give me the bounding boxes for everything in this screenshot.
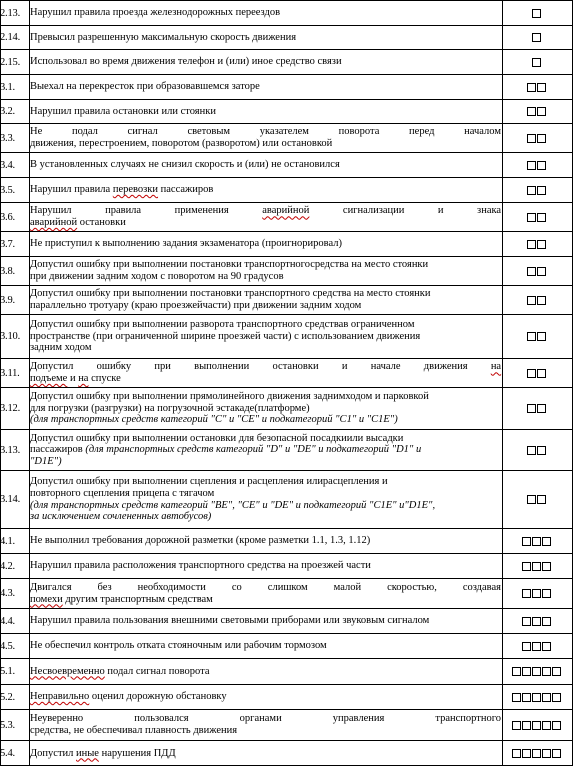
- checkbox-group: [503, 659, 569, 684]
- checkbox-group: [503, 471, 569, 528]
- penalty-checkbox[interactable]: [527, 107, 536, 116]
- penalty-checkbox[interactable]: [527, 83, 536, 92]
- item-description: [30, 609, 501, 633]
- checkbox-group: [503, 178, 569, 202]
- description-line: Неправильно оценил дорожную обстановку: [30, 691, 227, 703]
- table-row: [0, 709, 573, 740]
- description-line: движения, перестроением, поворотом (разворотом) или остановкой: [30, 138, 333, 149]
- item-number: 3.11.: [0, 367, 20, 379]
- item-number: 3.6.: [0, 211, 15, 223]
- penalty-checkbox[interactable]: [532, 617, 541, 626]
- penalty-checkbox[interactable]: [542, 537, 551, 546]
- checkbox-group: [503, 100, 569, 123]
- penalty-checkbox[interactable]: [527, 495, 536, 504]
- item-number: 3.12.: [0, 403, 21, 414]
- description-line: подъеме и на спуске: [30, 373, 121, 384]
- checkbox-group: [503, 26, 569, 49]
- item-description: [30, 685, 501, 709]
- checkbox-group: [503, 203, 569, 231]
- penalty-checkbox[interactable]: [527, 446, 536, 455]
- penalty-checkbox[interactable]: [532, 537, 541, 546]
- checkbox-group: [503, 50, 569, 74]
- checkbox-group: [503, 430, 569, 470]
- item-number: 4.4.: [0, 615, 15, 627]
- penalty-checkbox[interactable]: [552, 721, 561, 730]
- table-row: [0, 553, 573, 578]
- penalty-checkbox[interactable]: [537, 332, 546, 341]
- description-line: параллельно тротуару (краю проезжейчасти) при движении задним ходом: [30, 300, 362, 311]
- table-row: [0, 740, 573, 766]
- description-line: Допустил ошибку при выполнении остановки и начале движения на: [30, 361, 502, 373]
- checkbox-group: [503, 554, 569, 578]
- description-line: повторного сцепления прицепа с тягачом: [30, 487, 215, 499]
- penalty-checkbox[interactable]: [512, 749, 521, 758]
- penalty-checkbox[interactable]: [542, 749, 551, 758]
- penalty-checkbox[interactable]: [527, 404, 536, 413]
- table-row: [0, 256, 573, 285]
- penalty-checkbox[interactable]: [552, 693, 561, 702]
- description-line: Допустил ошибку при выполнении прямолинейного движения заднимходом и парковкой: [30, 391, 429, 403]
- penalty-checkbox[interactable]: [537, 213, 546, 222]
- penalty-checkbox[interactable]: [527, 240, 536, 249]
- checkbox-group: [503, 579, 569, 608]
- description-line: Использовал во время движения телефон и (или) иное средство связи: [30, 56, 342, 68]
- item-number: 2.14.: [0, 32, 21, 43]
- description-line: помехи другим транспортным средствам: [30, 593, 213, 605]
- penalty-checkbox[interactable]: [542, 667, 551, 676]
- description-line: Нарушил правила пользования внешними световыми приборами или звуковым сигналом: [30, 615, 430, 627]
- description-line: средства, не обеспечивал плавность движения: [30, 725, 238, 736]
- item-description: [30, 741, 501, 766]
- table-row: [0, 49, 573, 74]
- penalty-checkbox[interactable]: [522, 667, 531, 676]
- table-row: [0, 528, 573, 553]
- checkbox-group: [503, 257, 569, 285]
- penalty-checkbox[interactable]: [537, 404, 546, 413]
- table-row: [0, 231, 573, 256]
- description-line: Неуверенно пользовался органами управления транспортного: [30, 713, 501, 725]
- checkbox-group: [503, 388, 569, 429]
- checkbox-group: [503, 710, 569, 740]
- item-number: 5.4.: [0, 748, 15, 759]
- penalty-checkbox[interactable]: [537, 240, 546, 249]
- item-description: [30, 124, 501, 152]
- description-line: Не выполнил требования дорожной разметки (кроме разметки 1.1, 1.3, 1.12): [30, 535, 371, 547]
- description-line: Выехал на перекресток при образовавшемся заторе: [30, 81, 260, 93]
- item-number: 3.10.: [0, 331, 21, 342]
- item-description: [30, 471, 501, 528]
- penalty-checkbox[interactable]: [512, 721, 521, 730]
- checkbox-group: [503, 232, 569, 256]
- item-number: 3.4.: [0, 159, 15, 171]
- penalty-checkbox[interactable]: [527, 161, 536, 170]
- category-note: (для транспортных средств категорий "BE", "CE" и "DE" и подкатегорий "C1E" и"D1E",: [30, 499, 436, 511]
- item-description: [30, 315, 501, 358]
- penalty-checkbox[interactable]: [527, 296, 536, 305]
- description-line: Допустил ошибку при выполнении постановки транспортного средства на место стоянки: [30, 288, 431, 300]
- penalty-checkbox[interactable]: [552, 667, 561, 676]
- item-description: [30, 50, 501, 74]
- item-description: [30, 430, 501, 470]
- table-row: [0, 25, 573, 49]
- penalty-checkbox[interactable]: [512, 693, 521, 702]
- item-description: [30, 554, 501, 578]
- penalty-checkbox[interactable]: [537, 267, 546, 276]
- item-description: [30, 257, 501, 285]
- item-number: 3.3.: [0, 132, 15, 144]
- item-description: [30, 659, 501, 684]
- penalty-checkbox[interactable]: [527, 134, 536, 143]
- penalty-checkbox[interactable]: [522, 562, 531, 571]
- description-line: [30, 444, 501, 456]
- description-line: Превысил разрешенную максимальную скорость движения: [30, 31, 297, 43]
- item-description: [30, 178, 501, 202]
- penalty-checkbox[interactable]: [522, 537, 531, 546]
- item-description: [30, 153, 501, 177]
- column-divider: [0, 0, 1, 766]
- penalty-checkbox[interactable]: [522, 589, 531, 598]
- penalty-checkbox[interactable]: [532, 58, 541, 67]
- table-row: [0, 578, 573, 608]
- description-line: Не подал сигнал световым указателем поворота перед началом: [30, 126, 501, 138]
- checkbox-group: [503, 741, 569, 766]
- penalty-checkbox[interactable]: [512, 667, 521, 676]
- item-number: 3.13.: [0, 444, 21, 456]
- penalty-checkbox[interactable]: [537, 107, 546, 116]
- checkbox-group: [503, 634, 569, 658]
- description-line: Допустил ошибку при выполнении постановки транспортногосредства на место стоянки: [30, 259, 429, 271]
- table-row: [0, 470, 573, 528]
- description-line: при движении задним ходом с поворотом на 90 градусов: [30, 271, 284, 282]
- penalty-checkbox[interactable]: [537, 161, 546, 170]
- item-description: [30, 634, 501, 658]
- item-number: 3.7.: [0, 238, 15, 250]
- penalty-checkbox[interactable]: [537, 495, 546, 504]
- category-note: за исключением сочлененных автобусов): [30, 511, 212, 523]
- penalty-checkbox[interactable]: [522, 721, 531, 730]
- description-line: В установленных случаях не снизил скорость и (или) не остановился: [30, 159, 340, 171]
- description-line: Допустил ошибку при выполнении разворота транспортного средствав ограниченном: [30, 319, 415, 331]
- description-line: Не обеспечил контроль отката стояночным или рабочим тормозом: [30, 640, 327, 652]
- description-line: Несвоевременно подал сигнал поворота: [30, 665, 210, 677]
- item-number: 3.5.: [0, 184, 15, 196]
- penalty-checkbox[interactable]: [527, 369, 536, 378]
- item-description: [30, 100, 501, 123]
- description-line: аварийной остановки: [30, 217, 126, 228]
- table-row: [0, 387, 573, 429]
- penalty-checkbox[interactable]: [537, 369, 546, 378]
- table-row: [0, 285, 573, 314]
- table-row: [0, 152, 573, 177]
- column-divider: [502, 0, 503, 766]
- description-line: Не приступил к выполнению задания экзаменатора (проигнорировал): [30, 238, 342, 250]
- penalty-checkbox[interactable]: [542, 589, 551, 598]
- item-number: 2.15.: [0, 56, 21, 68]
- penalty-checkbox[interactable]: [532, 693, 541, 702]
- item-description: [30, 286, 501, 314]
- description-line: Допустил ошибку при выполнении сцепления и расцепления илирасцепления и: [30, 476, 388, 488]
- column-divider: [29, 0, 30, 766]
- table-row: [0, 74, 573, 99]
- category-note: (для транспортных средств категорий "D" и "DE" и подкатегорий "D1" и: [85, 444, 422, 456]
- checkbox-group: [503, 75, 569, 99]
- item-description: [30, 388, 501, 429]
- table-row: [0, 429, 573, 470]
- penalty-checkbox[interactable]: [532, 562, 541, 571]
- penalty-checkbox[interactable]: [532, 9, 541, 18]
- table-row: [0, 99, 573, 123]
- checkbox-group: [503, 359, 569, 387]
- item-number: 3.2.: [0, 106, 15, 117]
- penalty-checkbox[interactable]: [542, 642, 551, 651]
- penalty-checkbox[interactable]: [552, 749, 561, 758]
- description-line: пространстве (при ограниченной ширине проезжей части) с использованием движения: [30, 330, 421, 342]
- description-line: Нарушил правила расположения транспортного средства на проезжей части: [30, 560, 371, 572]
- item-number: 3.1.: [0, 81, 15, 93]
- checkbox-group: [503, 286, 569, 314]
- checkbox-group: [503, 153, 569, 177]
- penalty-checkbox[interactable]: [542, 617, 551, 626]
- description-line: Нарушил правила перевозки пассажиров: [30, 184, 214, 196]
- item-description: [30, 579, 501, 608]
- item-description: [30, 359, 501, 387]
- checkbox-group: [503, 609, 569, 633]
- item-number: 3.14.: [0, 494, 21, 505]
- penalty-checkbox[interactable]: [532, 667, 541, 676]
- penalty-checkbox[interactable]: [532, 589, 541, 598]
- item-number: 2.13.: [0, 7, 21, 19]
- penalty-checkbox[interactable]: [542, 562, 551, 571]
- description-line: Нарушил правила применения аварийной сигнализации и знака: [30, 205, 502, 217]
- penalty-checkbox[interactable]: [532, 33, 541, 42]
- description-line: для погрузки (разгрузки) на погрузочной эстакаде(платформе): [30, 402, 310, 414]
- item-description: [30, 75, 501, 99]
- item-number: 4.5.: [0, 640, 15, 652]
- penalty-checkbox[interactable]: [532, 749, 541, 758]
- item-number: 4.2.: [0, 560, 15, 572]
- checkbox-group: [503, 1, 569, 25]
- checkbox-group: [503, 315, 569, 358]
- item-description: [30, 203, 501, 231]
- item-number: 3.8.: [0, 265, 15, 277]
- table-row: [0, 633, 573, 658]
- penalty-checkbox[interactable]: [537, 134, 546, 143]
- item-description: [30, 1, 501, 25]
- checkbox-group: [503, 529, 569, 553]
- description-line: Нарушил правила остановки или стоянки: [30, 105, 216, 117]
- category-note: (для транспортных средств категорий "C" и "CE" и подкатегорий "C1" и "C1E"): [30, 414, 398, 426]
- table-row: [0, 608, 573, 633]
- item-number: 5.2.: [0, 691, 15, 703]
- description-line: задним ходом: [30, 342, 92, 354]
- description-line: Двигался без необходимости со слишком малой скоростью, создавая: [30, 581, 501, 593]
- table-row: [0, 202, 573, 231]
- item-description: [30, 710, 501, 740]
- description-line: Нарушил правила проезда железнодорожных переездов: [30, 7, 281, 19]
- penalty-checkbox[interactable]: [537, 296, 546, 305]
- item-number: 3.9.: [0, 294, 15, 306]
- table-row: [0, 358, 573, 387]
- item-description: [30, 529, 501, 553]
- penalty-checkbox[interactable]: [542, 721, 551, 730]
- penalty-checkbox[interactable]: [537, 446, 546, 455]
- table-row: [0, 684, 573, 709]
- penalty-checkbox[interactable]: [537, 186, 546, 195]
- table-row: [0, 177, 573, 202]
- penalty-checkbox[interactable]: [537, 83, 546, 92]
- table-row: [0, 0, 573, 25]
- table-row: [0, 658, 573, 684]
- penalty-checkbox[interactable]: [527, 332, 536, 341]
- description-line: Допустил ошибку при выполнении остановки для безопасной посадкиили высадки: [30, 432, 404, 444]
- penalty-checkbox[interactable]: [527, 186, 536, 195]
- table-row: [0, 123, 573, 152]
- penalty-checkbox[interactable]: [522, 642, 531, 651]
- penalty-checkbox[interactable]: [522, 693, 531, 702]
- item-description: [30, 26, 501, 49]
- penalty-checkbox[interactable]: [522, 617, 531, 626]
- description-line: Допустил иные нарушения ПДД: [30, 747, 176, 759]
- penalty-checkbox[interactable]: [542, 693, 551, 702]
- item-number: 5.3.: [0, 719, 15, 731]
- checkbox-group: [503, 124, 569, 152]
- checkbox-group: [503, 685, 569, 709]
- category-note: "D1E"): [30, 455, 62, 467]
- penalty-checkbox[interactable]: [522, 749, 531, 758]
- penalty-checkbox[interactable]: [527, 213, 536, 222]
- item-description: [30, 232, 501, 256]
- item-number: 4.3.: [0, 588, 15, 599]
- item-number: 5.1.: [0, 666, 15, 677]
- table-row: [0, 314, 573, 358]
- penalty-checkbox[interactable]: [532, 642, 541, 651]
- penalty-checkbox[interactable]: [527, 267, 536, 276]
- item-number: 4.1.: [0, 535, 15, 547]
- description-text: пассажиров: [30, 444, 86, 456]
- penalty-checkbox[interactable]: [532, 721, 541, 730]
